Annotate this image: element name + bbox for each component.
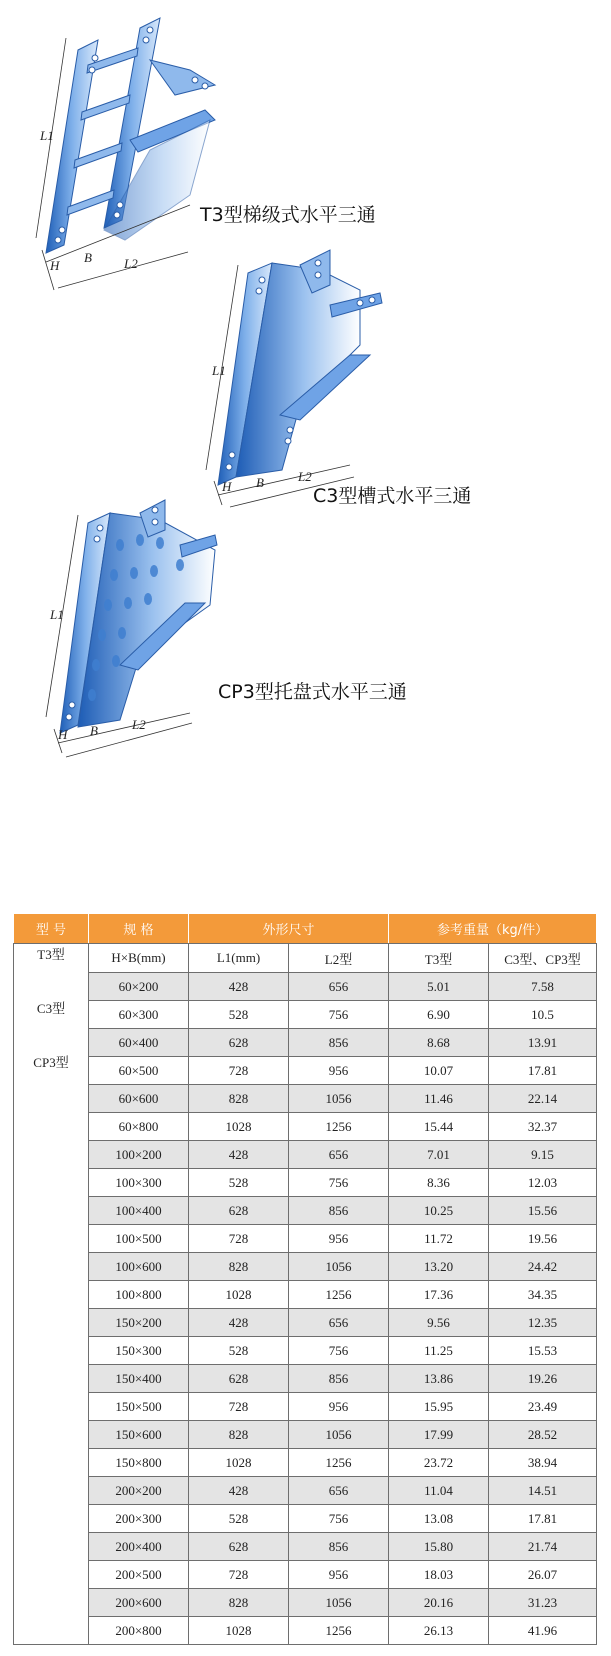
tray-tee-drawing: [46, 500, 217, 757]
cell-weight-t3: 15.80: [389, 1533, 489, 1561]
cell-weight-t3: 20.16: [389, 1589, 489, 1617]
cell-hb: 100×800: [89, 1281, 189, 1309]
caption-tray-tee: CP3型托盘式水平三通: [218, 681, 407, 703]
table-row: [14, 1309, 597, 1337]
cell-l2: 1056: [289, 1421, 389, 1449]
cell-weight-t3: 15.44: [389, 1113, 489, 1141]
table-row: [14, 1281, 597, 1309]
table-row: [14, 1421, 597, 1449]
cell-hb: 150×300: [89, 1337, 189, 1365]
cell-l1: 828: [189, 1589, 289, 1617]
cell-l2: 756: [289, 1169, 389, 1197]
caption-ladder-tee: T3型梯级式水平三通: [200, 204, 376, 226]
cell-weight-c3cp3: 15.56: [489, 1197, 597, 1225]
cell-weight-t3: 17.99: [389, 1421, 489, 1449]
cell-l2: 756: [289, 1337, 389, 1365]
cell-l2: 756: [289, 1505, 389, 1533]
cell-hb: 100×600: [89, 1253, 189, 1281]
cell-l1: 1028: [189, 1281, 289, 1309]
cell-weight-c3cp3: 28.52: [489, 1421, 597, 1449]
table-row: [14, 1561, 597, 1589]
cell-weight-c3cp3: 38.94: [489, 1449, 597, 1477]
cell-weight-c3cp3: 26.07: [489, 1561, 597, 1589]
cell-weight-c3cp3: 13.91: [489, 1029, 597, 1057]
header-model: 型 号: [14, 914, 89, 944]
trough-tee-drawing: [206, 250, 382, 507]
cell-hb: 150×200: [89, 1309, 189, 1337]
cell-weight-c3cp3: 34.35: [489, 1281, 597, 1309]
cell-l1: 428: [189, 1477, 289, 1505]
header-weight: 参考重量（kg/件）: [389, 914, 597, 944]
cell-hb: 100×400: [89, 1197, 189, 1225]
cell-l2: 856: [289, 1197, 389, 1225]
cell-l2: 1056: [289, 1253, 389, 1281]
dim-label-l1: L1: [212, 363, 226, 378]
cell-hb: 60×800: [89, 1113, 189, 1141]
cell-weight-t3: 13.86: [389, 1365, 489, 1393]
table-row: [14, 1113, 597, 1141]
cell-l1: 428: [189, 1141, 289, 1169]
table-row: [14, 1141, 597, 1169]
cell-hb: 150×600: [89, 1421, 189, 1449]
table-header-row: [14, 914, 597, 944]
cell-hb: 100×200: [89, 1141, 189, 1169]
table-row: [14, 1589, 597, 1617]
cell-weight-t3: 11.25: [389, 1337, 489, 1365]
header-spec: 规 格: [89, 914, 189, 944]
cell-l1: 828: [189, 1253, 289, 1281]
cell-weight-c3cp3: 17.81: [489, 1505, 597, 1533]
cell-l2: 856: [289, 1029, 389, 1057]
table-row: [14, 1029, 597, 1057]
cell-l1: 428: [189, 1309, 289, 1337]
cell-l1: 728: [189, 1561, 289, 1589]
model-t3: T3型: [37, 947, 65, 962]
table-row: [14, 1253, 597, 1281]
cell-weight-c3cp3: 21.74: [489, 1533, 597, 1561]
table-row: [14, 1057, 597, 1085]
cell-weight-c3cp3: 12.35: [489, 1309, 597, 1337]
caption-trough-tee: C3型槽式水平三通: [313, 485, 472, 507]
cell-hb: 200×800: [89, 1617, 189, 1645]
cell-weight-t3: 13.20: [389, 1253, 489, 1281]
table-row: [14, 973, 597, 1001]
cell-hb: 150×500: [89, 1393, 189, 1421]
cell-l1: 628: [189, 1029, 289, 1057]
cell-l1: 728: [189, 1393, 289, 1421]
table-row: [14, 1393, 597, 1421]
dim-label-h: H: [58, 727, 68, 742]
cell-hb: 150×800: [89, 1449, 189, 1477]
dim-label-h: H: [50, 258, 60, 273]
dim-label-h: H: [222, 479, 232, 494]
table-row: [14, 1365, 597, 1393]
cell-l2: 756: [289, 1001, 389, 1029]
table-row: [14, 1477, 597, 1505]
cell-weight-t3: 8.68: [389, 1029, 489, 1057]
cell-l1: 728: [189, 1057, 289, 1085]
cell-l1: 628: [189, 1533, 289, 1561]
cell-weight-c3cp3: 24.42: [489, 1253, 597, 1281]
cell-hb: 200×400: [89, 1533, 189, 1561]
cell-l1: 1028: [189, 1449, 289, 1477]
table-row: [14, 1505, 597, 1533]
cell-weight-c3cp3: 7.58: [489, 973, 597, 1001]
cell-l2: 856: [289, 1533, 389, 1561]
cell-weight-t3: 9.56: [389, 1309, 489, 1337]
table-row: [14, 1001, 597, 1029]
cell-weight-c3cp3: 14.51: [489, 1477, 597, 1505]
cell-hb: 60×500: [89, 1057, 189, 1085]
cell-weight-t3: 11.46: [389, 1085, 489, 1113]
table-row: [14, 1169, 597, 1197]
cell-hb: 200×300: [89, 1505, 189, 1533]
cell-weight-c3cp3: 15.53: [489, 1337, 597, 1365]
cell-weight-c3cp3: 31.23: [489, 1589, 597, 1617]
subheader-l1: L1(mm): [189, 944, 289, 973]
cell-l2: 1256: [289, 1449, 389, 1477]
table-row: [14, 1085, 597, 1113]
table-row: [14, 1225, 597, 1253]
cell-l2: 656: [289, 1309, 389, 1337]
cell-l1: 828: [189, 1085, 289, 1113]
dim-label-l2: L2: [124, 256, 138, 271]
table-row: [14, 1449, 597, 1477]
subheader-t3: T3型: [389, 944, 489, 973]
dim-label-l2: L2: [298, 469, 312, 484]
cell-weight-t3: 13.08: [389, 1505, 489, 1533]
cell-weight-c3cp3: 17.81: [489, 1057, 597, 1085]
subheader-c3cp3: C3型、CP3型: [489, 944, 597, 973]
cell-hb: 150×400: [89, 1365, 189, 1393]
cell-l1: 528: [189, 1505, 289, 1533]
dim-label-b: B: [90, 723, 98, 738]
cell-l1: 1028: [189, 1617, 289, 1645]
cell-weight-c3cp3: 22.14: [489, 1085, 597, 1113]
cell-weight-t3: 11.72: [389, 1225, 489, 1253]
cell-l1: 528: [189, 1001, 289, 1029]
cell-hb: 200×500: [89, 1561, 189, 1589]
cell-weight-t3: 26.13: [389, 1617, 489, 1645]
cell-l1: 528: [189, 1337, 289, 1365]
table-body: [14, 944, 597, 1645]
cell-l2: 1256: [289, 1617, 389, 1645]
cell-l1: 1028: [189, 1113, 289, 1141]
cell-hb: 100×300: [89, 1169, 189, 1197]
cell-weight-t3: 17.36: [389, 1281, 489, 1309]
cell-hb: 60×200: [89, 973, 189, 1001]
cell-weight-c3cp3: 19.26: [489, 1365, 597, 1393]
cell-weight-t3: 7.01: [389, 1141, 489, 1169]
table-row: [14, 1197, 597, 1225]
cell-l2: 656: [289, 1477, 389, 1505]
cell-weight-c3cp3: 32.37: [489, 1113, 597, 1141]
cell-weight-t3: 23.72: [389, 1449, 489, 1477]
cell-weight-t3: 6.90: [389, 1001, 489, 1029]
table-row: [14, 1337, 597, 1365]
cell-l2: 656: [289, 973, 389, 1001]
table-row: [14, 1617, 597, 1645]
cell-hb: 60×400: [89, 1029, 189, 1057]
dim-label-l1: L1: [50, 607, 64, 622]
cell-weight-t3: 5.01: [389, 973, 489, 1001]
cell-l2: 1056: [289, 1589, 389, 1617]
cell-l1: 728: [189, 1225, 289, 1253]
cell-hb: 60×600: [89, 1085, 189, 1113]
cell-weight-c3cp3: 9.15: [489, 1141, 597, 1169]
cell-l2: 656: [289, 1141, 389, 1169]
model-cp3: CP3型: [33, 1055, 69, 1070]
dim-label-l2: L2: [132, 717, 146, 732]
cell-weight-c3cp3: 12.03: [489, 1169, 597, 1197]
cell-weight-t3: 11.04: [389, 1477, 489, 1505]
cell-l2: 956: [289, 1393, 389, 1421]
cell-weight-t3: 8.36: [389, 1169, 489, 1197]
subheader-l2: L2型: [289, 944, 389, 973]
figure-tray-tee: [0, 495, 611, 775]
spec-table: [13, 913, 597, 1645]
cell-hb: 200×200: [89, 1477, 189, 1505]
cell-l2: 956: [289, 1057, 389, 1085]
cell-l2: 856: [289, 1365, 389, 1393]
dim-label-b: B: [256, 475, 264, 490]
cell-l1: 528: [189, 1169, 289, 1197]
figure-trough-tee: [0, 245, 611, 525]
cell-weight-t3: 18.03: [389, 1561, 489, 1589]
cell-l2: 956: [289, 1225, 389, 1253]
cell-l2: 1056: [289, 1085, 389, 1113]
cell-weight-c3cp3: 10.5: [489, 1001, 597, 1029]
dim-label-b: B: [84, 250, 92, 265]
cell-weight-t3: 15.95: [389, 1393, 489, 1421]
cell-hb: 60×300: [89, 1001, 189, 1029]
table-row: [14, 1533, 597, 1561]
dim-label-l1: L1: [40, 128, 54, 143]
cell-l2: 956: [289, 1561, 389, 1589]
cell-weight-c3cp3: 19.56: [489, 1225, 597, 1253]
cell-hb: 100×500: [89, 1225, 189, 1253]
cell-weight-t3: 10.25: [389, 1197, 489, 1225]
cell-l2: 1256: [289, 1113, 389, 1141]
subheader-hb: H×B(mm): [89, 944, 189, 973]
cell-l1: 628: [189, 1365, 289, 1393]
model-cell: [14, 944, 89, 1645]
cell-l1: 428: [189, 973, 289, 1001]
table-subheader-row: [14, 944, 597, 973]
model-c3: C3型: [36, 1001, 66, 1016]
cell-weight-c3cp3: 23.49: [489, 1393, 597, 1421]
cell-weight-c3cp3: 41.96: [489, 1617, 597, 1645]
cell-weight-t3: 10.07: [389, 1057, 489, 1085]
cell-l1: 628: [189, 1197, 289, 1225]
cell-l1: 828: [189, 1421, 289, 1449]
header-dims: 外形尺寸: [189, 914, 389, 944]
cell-hb: 200×600: [89, 1589, 189, 1617]
cell-l2: 1256: [289, 1281, 389, 1309]
